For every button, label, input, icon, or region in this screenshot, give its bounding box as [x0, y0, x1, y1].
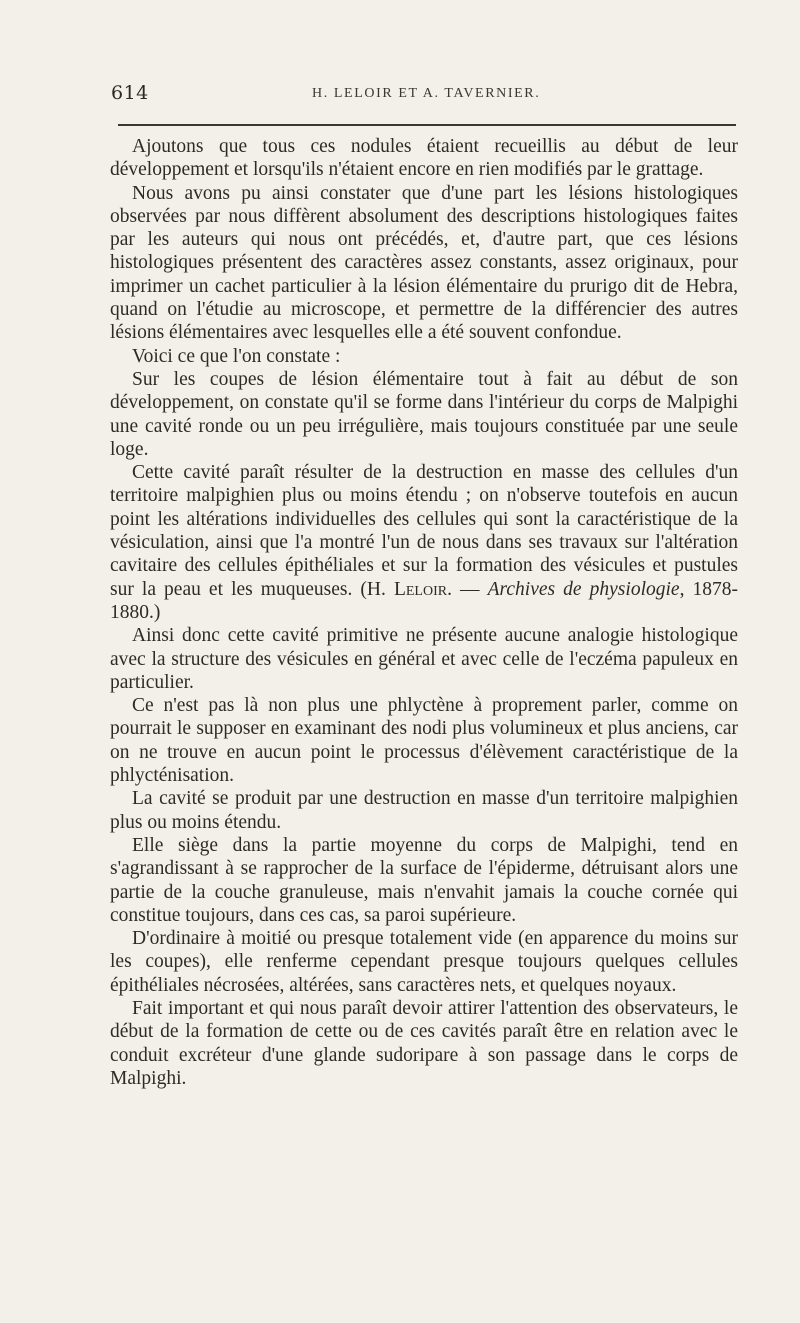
paragraph: Ainsi donc cette cavité primitive ne présente aucune analogie histologique avec la structure des vésicules en général et avec celle de l'eczéma papuleux en particulier.: [110, 625, 738, 693]
paragraph: Voici ce que l'on constate :: [132, 345, 341, 367]
paragraph: D'ordinaire à moitié ou presque totalement vide (en apparence du moins sur les coupes), elle renferme cependant presque toujours quelques cellules épithéliales nécrosées, altérées, sans caractères nets, et quelques noyaux.: [110, 928, 738, 996]
citation-author: Leloir: [393, 578, 448, 600]
page-header: [0, 82, 800, 112]
citation-journal: Archives de physiologie: [487, 578, 680, 600]
paragraph: Fait important et qui nous paraît devoir attirer l'attention des observateurs, le début de la formation de cette ou de ces cavités paraît être en relation avec le conduit excréteur d'une glande sudoripare à son passage dans le corps de Malpighi.: [110, 997, 738, 1089]
paragraph: Sur les coupes de lésion élémentaire tout à fait au début de son développement, on constate qu'il se forme dans l'intérieur du corps de Malpighi une cavité ronde ou un peu irrégulière, mais toujours constituée par une seule loge.: [110, 368, 738, 460]
paragraph-with-citation: [110, 461, 738, 624]
paragraph: Ajoutons que tous ces nodules étaient recueillis au début de leur développement et lorsqu'ils n'étaient encore en rien modifiés par le grattage.: [110, 136, 738, 181]
paragraph: Elle siège dans la partie moyenne du corps de Malpighi, tend en s'agrandissant à se rapprocher de la surface de l'épiderme, détruisant alors une partie de la couche granuleuse, mais n'envahit jamais la couche cornée qui constitue toujours, dans ces cas, sa paroi supérieure.: [110, 834, 738, 926]
page-number: 614: [111, 82, 149, 104]
paragraph: La cavité se produit par une destruction en masse d'un territoire malpighien plus ou moins étendu.: [110, 788, 738, 833]
citation-years: , 1878-1880.): [110, 578, 739, 623]
paragraph: Ce n'est pas là non plus une phlyctène à proprement parler, comme on pourrait le supposer en examinant des nodi plus volumineux et plus anciens, car on ne trouve en aucun point le processus d'élèvement caractéristique de la phlycténisation.: [110, 695, 738, 787]
running-head: H. LELOIR ET A. TAVERNIER.: [312, 86, 541, 101]
paragraph-text: Cette cavité paraît résulter de la destruction en masse des cellules d'un territoire malpighien plus ou moins étendu ; on n'observe toutefois en aucun point les altérations individuelles des cellules qui sont la caractéristique de la vésiculation, ainsi que l'a montré l'un de nous dans ses travaux sur l'altération cavitaire des cellules épithéliales et sur la formation des vésicules et pustules sur la peau et les muqueuses. (H.: [110, 462, 738, 600]
paragraph: Nous avons pu ainsi constater que d'une part les lésions histologiques observées par nous diffèrent absolument des descriptions histologiques faites par les auteurs qui nous ont précédés, et, d'autre part, que ces lésions histologiques présentent des caractères assez constants, assez originaux, pour imprimer un cachet particulier à la lésion élémentaire du prurigo dit de Hebra, quand on l'étudie au microscope, et permettre de la différencier des autres lésions élémentaires avec lesquelles elle a été souvent confondue.: [110, 182, 738, 344]
body-text: [110, 135, 738, 1090]
header-rule: [118, 124, 736, 126]
citation-dash: . —: [447, 578, 488, 600]
